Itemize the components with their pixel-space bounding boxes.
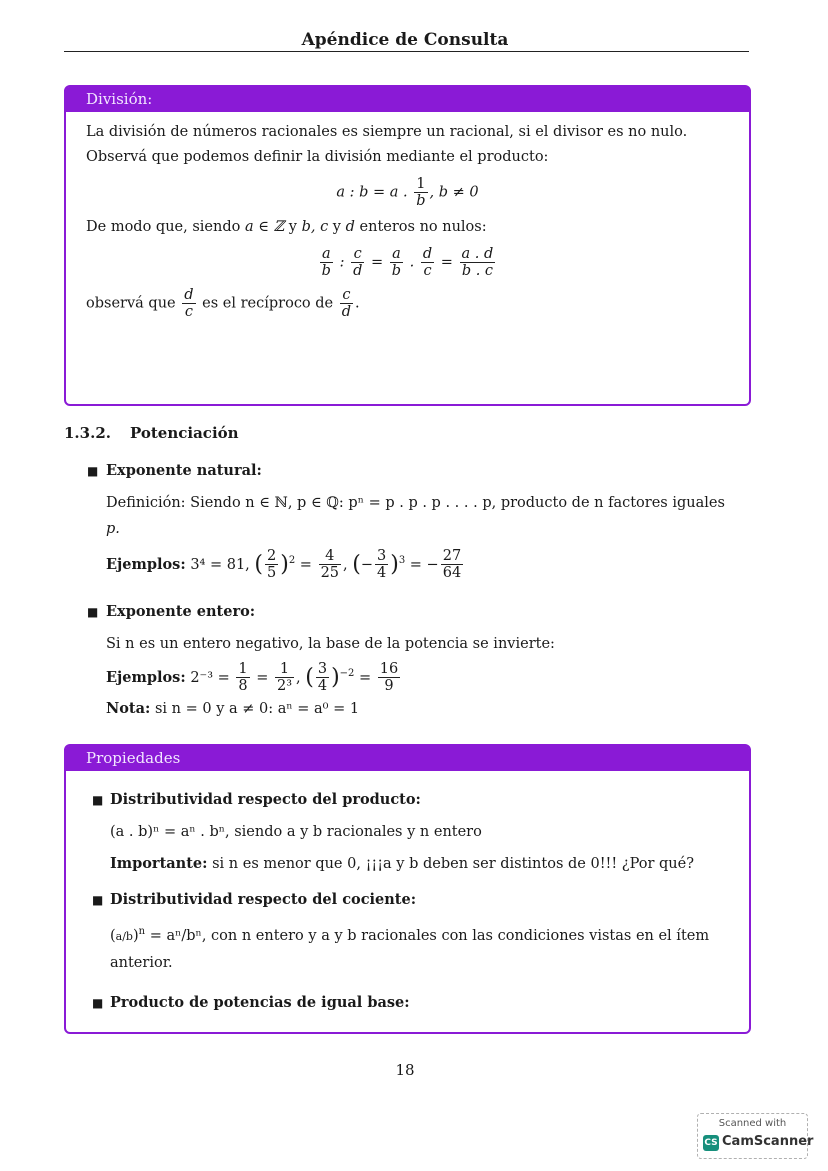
camscanner-badge <box>697 1113 814 1159</box>
division-line3: De modo que, siendo a ∈ ℤ y b, c y d enteros no nulos: <box>86 219 487 235</box>
division-line4: observá que $\frac{d}{c}$ es el recíproco de $\frac{c}{d}$ . <box>86 287 360 320</box>
prop1-important: Importante: si n es menor que 0, ¡¡¡a y b deben ser distintos de 0!!! ¿Por qué? <box>110 855 694 872</box>
entero-text: Si n es un entero negativo, la base de la potencia se invierte: <box>106 636 555 652</box>
camscanner-logo-icon: CS <box>703 1135 719 1151</box>
natural-definition: Definición: Siendo n ∈ ℕ, p ∈ ℚ: pⁿ = p . p . p . . . . p, producto de n factores iguales <box>106 495 725 511</box>
prop1-heading: Distributividad respecto del producto: <box>110 791 421 808</box>
propiedades-box-title: Propiedades <box>66 746 749 771</box>
division-box-title: División: <box>66 87 749 112</box>
entero-heading: Exponente entero: <box>106 603 256 620</box>
division-line2: Observá que podemos definir la división mediante el producto: <box>86 149 549 165</box>
prop1-text: (a . b)ⁿ = aⁿ . bⁿ, siendo a y b racionales y n entero <box>110 824 482 840</box>
entero-examples: Ejemplos: 2⁻³ = $\frac{1}{8}$ = $\frac{1}{\text{2³}}$ , ( $\frac{3}{4}$ )$^{-2}$ = $\frac{16}{9}$ <box>106 661 399 695</box>
prop2-cont: anterior. <box>110 954 173 971</box>
prop3-heading: Producto de potencias de igual base: <box>110 993 410 1011</box>
natural-block <box>88 458 748 581</box>
bullet-icon: ■ <box>87 464 99 478</box>
section-heading: 1.3.2. Potenciación <box>64 424 239 442</box>
header-rule <box>64 51 749 52</box>
bullet-icon: ■ <box>92 893 104 907</box>
natural-definition-cont: p. <box>106 521 120 537</box>
division-formula2: $\frac{a}{b}$ : $\frac{c}{d}$ = $\frac{a}{b}$ . $\frac{d}{c}$ = $\frac{a . d}{b . c}$ <box>321 246 494 279</box>
prop2-heading: Distributividad respecto del cociente: <box>110 891 417 908</box>
entero-nota: Nota: si n = 0 y a ≠ 0: aⁿ = a⁰ = 1 <box>106 700 360 718</box>
division-line1: La división de números racionales es siempre un racional, si el divisor es no nulo. <box>86 124 688 140</box>
bullet-icon: ■ <box>92 793 104 807</box>
badge-name: CamScanner <box>722 1134 814 1149</box>
prop2-text: $(a/b)^n = a^n/b^n$, con n entero y a y b racionales con las condiciones vistas en el ítem <box>110 926 710 944</box>
division-box <box>64 85 751 406</box>
bullet-icon: ■ <box>92 995 104 1010</box>
badge-small-text: Scanned with <box>718 1118 787 1129</box>
division-formula1: a : b = a . $\frac{1}{b}$ , b ≠ 0 <box>336 176 479 209</box>
page-number: 18 <box>395 1061 415 1079</box>
propiedades-box <box>64 744 751 1034</box>
entero-block <box>88 599 748 722</box>
natural-examples: Ejemplos: 3⁴ = 81, ( $\frac{2}{5}$ )$^2$ = $\frac{4}{25}$ , (− $\frac{3}{4}$ )$^3$ = − $\frac{27}{64}$ <box>106 548 462 582</box>
natural-heading: Exponente natural: <box>106 462 262 479</box>
page-header-title: Apéndice de Consulta <box>301 30 509 50</box>
bullet-icon: ■ <box>87 605 99 619</box>
